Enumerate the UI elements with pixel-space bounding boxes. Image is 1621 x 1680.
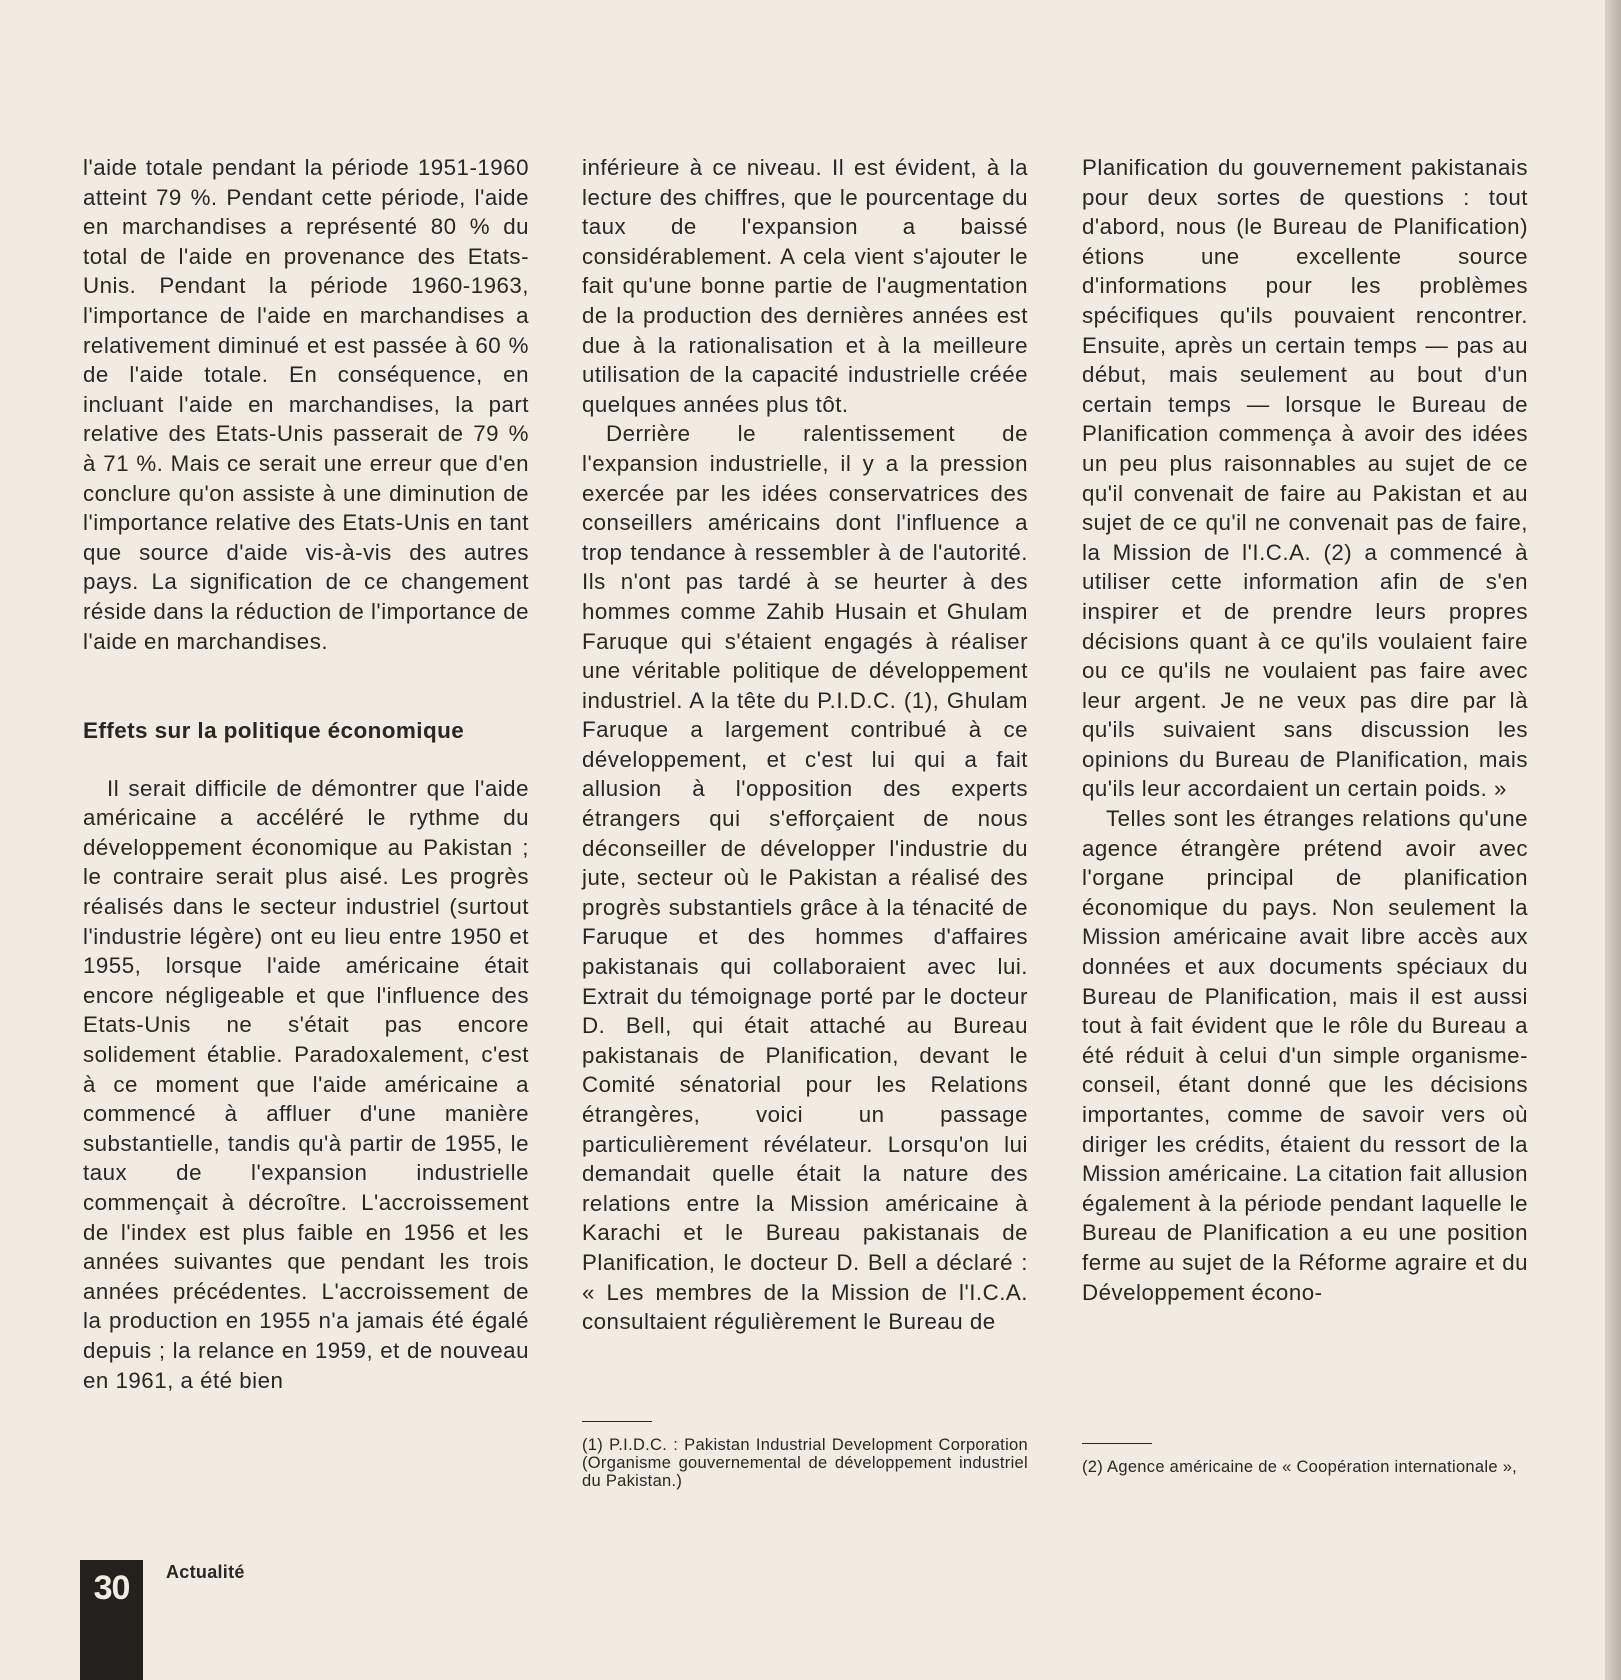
paragraph: Planification du gouvernement pakistanais pour deux sortes de questions : tout d'abord, nous (le Bureau de Planification) étions une excellente source d'informations pour les problèmes spécifiques qu'ils pouvaient rencontrer. Ensuite, après un certain temps — pas au début, mais seulement au bout d'un certain temps — lorsque le Bureau de Planification commença à avoir des idées un peu plus raisonnables au sujet de ce qu'il convenait de faire au Pakistan et au sujet de ce qu'il ne convenait pas de faire, la Mission de l'I.C.A. (2) a commencé à utiliser cette information afin de s'en inspirer et de prendre leurs propres décisions quant à ce qu'ils voulaient faire ou ce qu'ils ne voulaient pas faire avec leur argent. Je ne veux pas dire par là qu'ils suivaient sans discussion les opinions du Bureau de Planification, mais qu'ils leur accordaient un certain poids. » <box>1082 155 1528 802</box>
paragraph: Il serait difficile de démontrer que l'aide américaine a accéléré le rythme du développement économique au Pakistan ; le contraire serait plus aisé. Les progrès réalisés dans le secteur industriel (surtout l'industrie légère) ont eu lieu entre 1950 et 1955, lorsque l'aide américaine était encore négligeable et que l'influence des Etats-Unis ne s'était pas encore solidement établie. Paradoxalement, c'est à ce moment que l'aide américaine a commencé à affluer d'une manière substantielle, tandis qu'à partir de 1955, le taux de l'expansion industrielle commençait à décroître. L'accroissement de l'index est plus faible en 1956 et les années suivantes que pendant les trois années précédentes. L'accroissement de la production en 1955 n'a jamais été égalé depuis ; la relance en 1959, et de nouveau en 1961, a été bien <box>83 775 529 1393</box>
text-column-2 <box>582 153 1028 1337</box>
paragraph: Derrière le ralentissement de l'expansion industrielle, il y a la pression exercée par les idées conservatrices des conseillers américains dont l'influence a trop tendance à ressembler à de l'autorité. Ils n'ont pas tardé à se heurter à des hommes comme Zahib Husain et Ghulam Faruque qui s'étaient engagés à réaliser une véritable politique de développement industriel. A la tête du P.I.D.C. (1), Ghulam Faruque a largement contribué à ce développement, et c'est lui qui a fait allusion à l'opposition des experts étrangers qui s'efforçaient de nous déconseiller de développer l'industrie du jute, secteur où le Pakistan a réalisé des progrès substantiels grâce à la ténacité de Faruque et des hommes d'affaires pakistanais qui collaboraient avec lui. Extrait du témoignage porté par le docteur D. Bell, qui était attaché au Bureau pakistanais de Planification, devant le Comité sénatorial pour les Relations étrangères, voici un passage particulièrement révélateur. Lorsqu'on lui demandait quelle était la nature des relations entre la Mission américaine à Karachi et le Bureau pakistanais de Planification, le docteur D. Bell a déclaré : « Les membres de la Mission de l'I.C.A. consultaient régulièrement le Bureau de <box>582 421 1028 1335</box>
text-column-3 <box>1082 153 1528 1307</box>
section-label: Actualité <box>166 1562 245 1582</box>
paragraph: inférieure à ce niveau. Il est évident, à la lecture des chiffres, que le pourcentage du taux de l'expansion a baissé considérablement. A cela vient s'ajouter le fait qu'une bonne partie de l'augmentation de la production des dernières années est due à la rationalisation et à la meilleure utilisation de la capacité industrielle créée quelques années plus tôt. <box>582 155 1028 417</box>
footnote-text: (2) Agence américaine de « Coopération internationale », <box>1082 1458 1518 1476</box>
footnote-2 <box>1082 1443 1528 1476</box>
footnote-1 <box>582 1421 1028 1490</box>
paragraph: l'aide totale pendant la période 1951-1960 atteint 79 %. Pendant cette période, l'aide en marchandises a représenté 80 % du total de l'aide en provenance des Etats-Unis. Pendant la période 1960-1963, l'importance de l'aide en marchandises a relativement diminué et est passée à 60 % de l'aide totale. En conséquence, en incluant l'aide en marchandises, la part relative des Etats-Unis passerait de 79 % à 71 %. Mais ce serait une erreur que d'en conclure qu'on assiste à une diminution de l'importance relative des Etats-Unis en tant que source d'aide vis-à-vis des autres pays. La signification de ce changement réside dans la réduction de l'importance de l'aide en marchandises. <box>83 155 529 654</box>
page-number: 30 <box>93 1569 130 1607</box>
section-heading: Effets sur la politique économique <box>83 718 465 744</box>
footnote-rule <box>582 1421 652 1422</box>
footnote-rule <box>1082 1443 1152 1444</box>
paragraph: Telles sont les étranges relations qu'une agence étrangère prétend avoir avec l'organe principal de planification économique du pays. Non seulement la Mission américaine avait libre accès aux données et aux documents spéciaux du Bureau de Planification, mais il est aussi tout à fait évident que le rôle du Bureau a été réduit à celui d'un simple organisme-conseil, étant donné que les décisions importantes, comme de savoir vers où diriger les crédits, étaient du ressort de la Mission américaine. La citation fait allusion également à la période pendant laquelle le Bureau de Planification a eu une position ferme au sujet de la Réforme agraire et du Développement écono- <box>1082 806 1528 1305</box>
text-column-1 <box>83 153 529 1395</box>
footnote-text: (1) P.I.D.C. : Pakistan Industrial Development Corporation (Organisme gouvernemental de développement industriel du Pakistan.) <box>582 1436 1028 1490</box>
page-edge-shadow <box>1605 0 1621 1680</box>
